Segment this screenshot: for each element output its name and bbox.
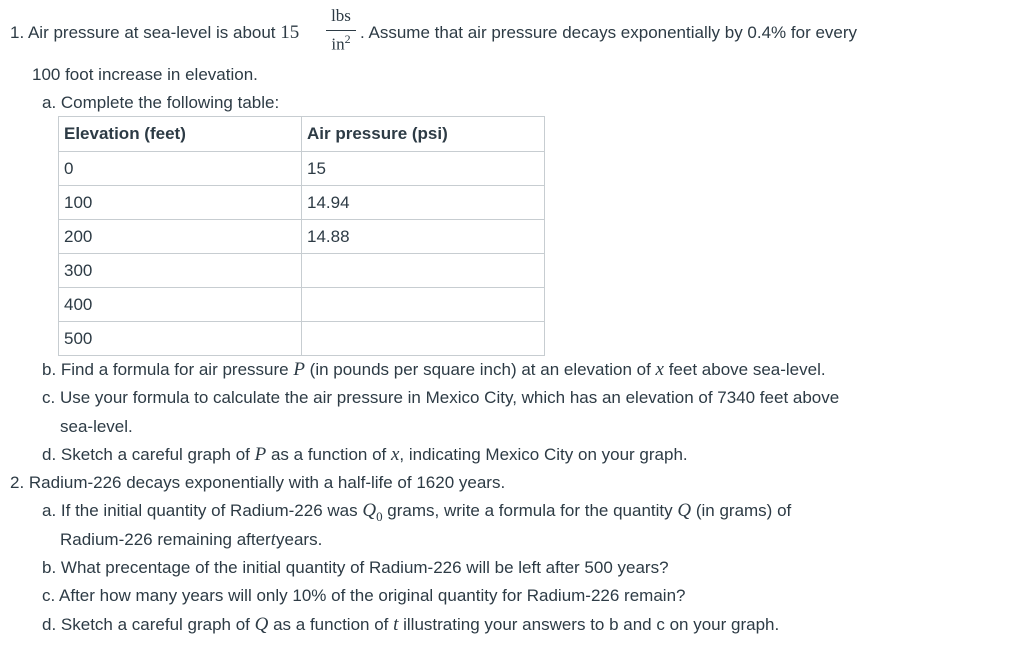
variable-t: t (270, 529, 276, 550)
table-cell-elevation: 500 (59, 322, 302, 356)
variable-x: x (390, 444, 400, 465)
table-header-elevation: Elevation (feet) (59, 117, 302, 152)
q1-intro-prefix: 1. Air pressure at sea-level is about (10, 23, 281, 42)
table-cell-pressure (302, 254, 545, 288)
q1-intro-line (10, 22, 299, 44)
fraction-bar (326, 30, 356, 31)
table-row (59, 186, 545, 220)
variable-q: Q (254, 614, 269, 635)
variable-p: P (254, 444, 267, 465)
table-cell-elevation: 300 (59, 254, 302, 288)
table-cell-elevation: 0 (59, 152, 302, 186)
table-row (59, 288, 545, 322)
table-cell-elevation: 100 (59, 186, 302, 220)
variable-x: x (655, 359, 664, 380)
q1-unit-numerator: lbs (331, 6, 351, 25)
q2-part-b: b. What precentage of the initial quantity of Radium-226 will be left after 500 years? (42, 558, 669, 577)
q1-part-c-line2: sea-level. (60, 417, 133, 436)
variable-t: t (393, 614, 399, 635)
table-cell-pressure (302, 322, 545, 356)
q1-intro-line2: 100 foot increase in elevation. (32, 65, 258, 84)
table-header-row (59, 117, 545, 152)
table-cell-pressure: 14.88 (302, 220, 545, 254)
q1-part-d: d. Sketch a careful graph of P as a function of x, indicating Mexico City on your graph. (42, 444, 688, 465)
table-row (59, 322, 545, 356)
variable-q0: $Q_0$ (362, 500, 383, 524)
table-header-pressure: Air pressure (psi) (302, 117, 545, 152)
q1-pressure-unit-fraction (326, 6, 356, 58)
table-cell-elevation: 400 (59, 288, 302, 322)
table-cell-pressure (302, 288, 545, 322)
q1-part-a: a. Complete the following table: (42, 93, 280, 112)
variable-p: P (293, 359, 305, 380)
q1-part-b: b. Find a formula for air pressure P (in pounds per square inch) at an elevation of x feet above sea-level. (42, 359, 826, 380)
q1-intro-suffix: . Assume that air pressure decays exponentially by 0.4% for every (360, 23, 858, 42)
q2-part-c: c. After how many years will only 10% of the original quantity for Radium-226 remain? (42, 586, 686, 605)
variable-q: Q (677, 500, 692, 521)
q2-intro: 2. Radium-226 decays exponentially with a half-life of 1620 years. (10, 473, 506, 492)
q2-part-d: d. Sketch a careful graph of Q as a function of t illustrating your answers to b and c on your graph. (42, 614, 780, 635)
table-row (59, 220, 545, 254)
table-row (59, 152, 545, 186)
elevation-pressure-table (58, 116, 545, 356)
table-row (59, 254, 545, 288)
table-cell-elevation: 200 (59, 220, 302, 254)
table-cell-pressure: 15 (302, 152, 545, 186)
q2-part-a-line1: a. If the initial quantity of Radium-226 was $Q_0$ grams, write a formula for the quantity Q (in grams) of (42, 500, 792, 524)
table-cell-pressure: 14.94 (302, 186, 545, 220)
q1-part-c-line1: c. Use your formula to calculate the air pressure in Mexico City, which has an elevation of 7340 feet above (42, 388, 840, 407)
q1-pressure-value: 15 (280, 22, 300, 43)
q1-unit-denominator: $in^2$ (331, 32, 351, 54)
q2-part-a-line2: Radium-226 remaining aftertyears. (60, 529, 323, 550)
